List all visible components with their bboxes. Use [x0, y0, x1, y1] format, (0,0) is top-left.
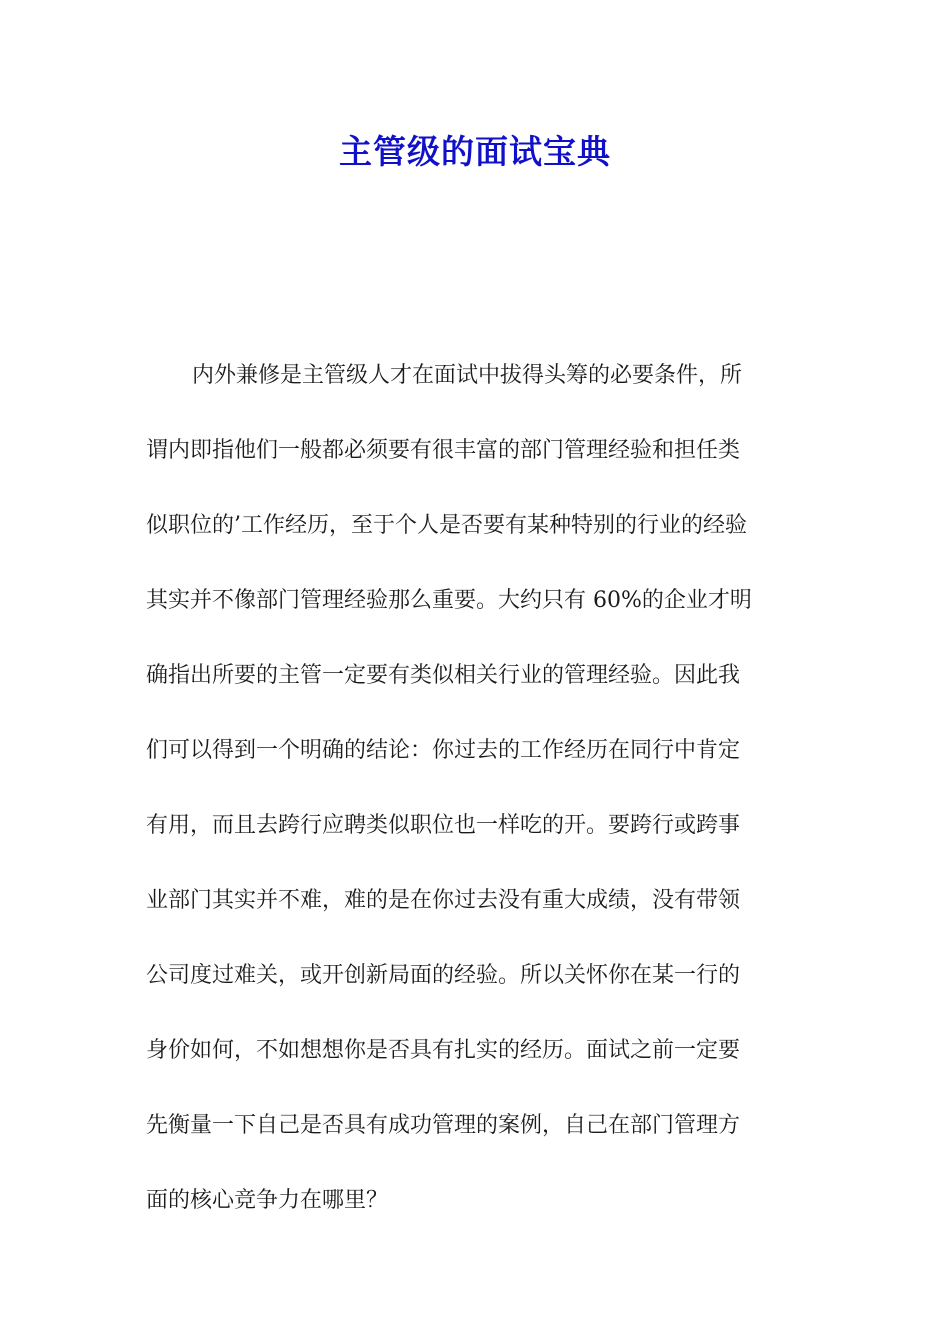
paragraph-line: 公司度过难关，或开创新局面的经验。所以关怀你在某一行的 — [146, 963, 741, 988]
paragraph-line: 业部门其实并不难，难的是在你过去没有重大成绩，没有带领 — [146, 888, 741, 913]
paragraph-line: 确指出所要的主管一定要有类似相关行业的管理经验。因此我 — [146, 663, 741, 688]
body-paragraph — [146, 338, 826, 1238]
paragraph-line: 谓内即指他们一般都必须要有很丰富的部门管理经验和担任类 — [146, 438, 741, 463]
document-title: 主管级的面试宝典 — [339, 132, 611, 171]
paragraph-line: 有用，而且去跨行应聘类似职位也一样吃的开。要跨行或跨事 — [146, 813, 741, 838]
paragraph-line: 身价如何，不如想想你是否具有扎实的经历。面试之前一定要 — [146, 1038, 741, 1063]
paragraph-line: 其实并不像部门管理经验那么重要。大约只有 60%的企业才明 — [146, 588, 752, 613]
paragraph-line: 内外兼修是主管级人才在面试中拔得头筹的必要条件，所 — [192, 363, 743, 388]
paragraph-line: 面的核心竞争力在哪里？ — [146, 1188, 389, 1213]
paragraph-line: 们可以得到一个明确的结论：你过去的工作经历在同行中肯定 — [146, 738, 741, 763]
paragraph-line: 先衡量一下自己是否具有成功管理的案例，自己在部门管理方 — [146, 1113, 741, 1138]
paragraph-line: 似职位的’工作经历，至于个人是否要有某种特别的行业的经验 — [146, 513, 747, 538]
